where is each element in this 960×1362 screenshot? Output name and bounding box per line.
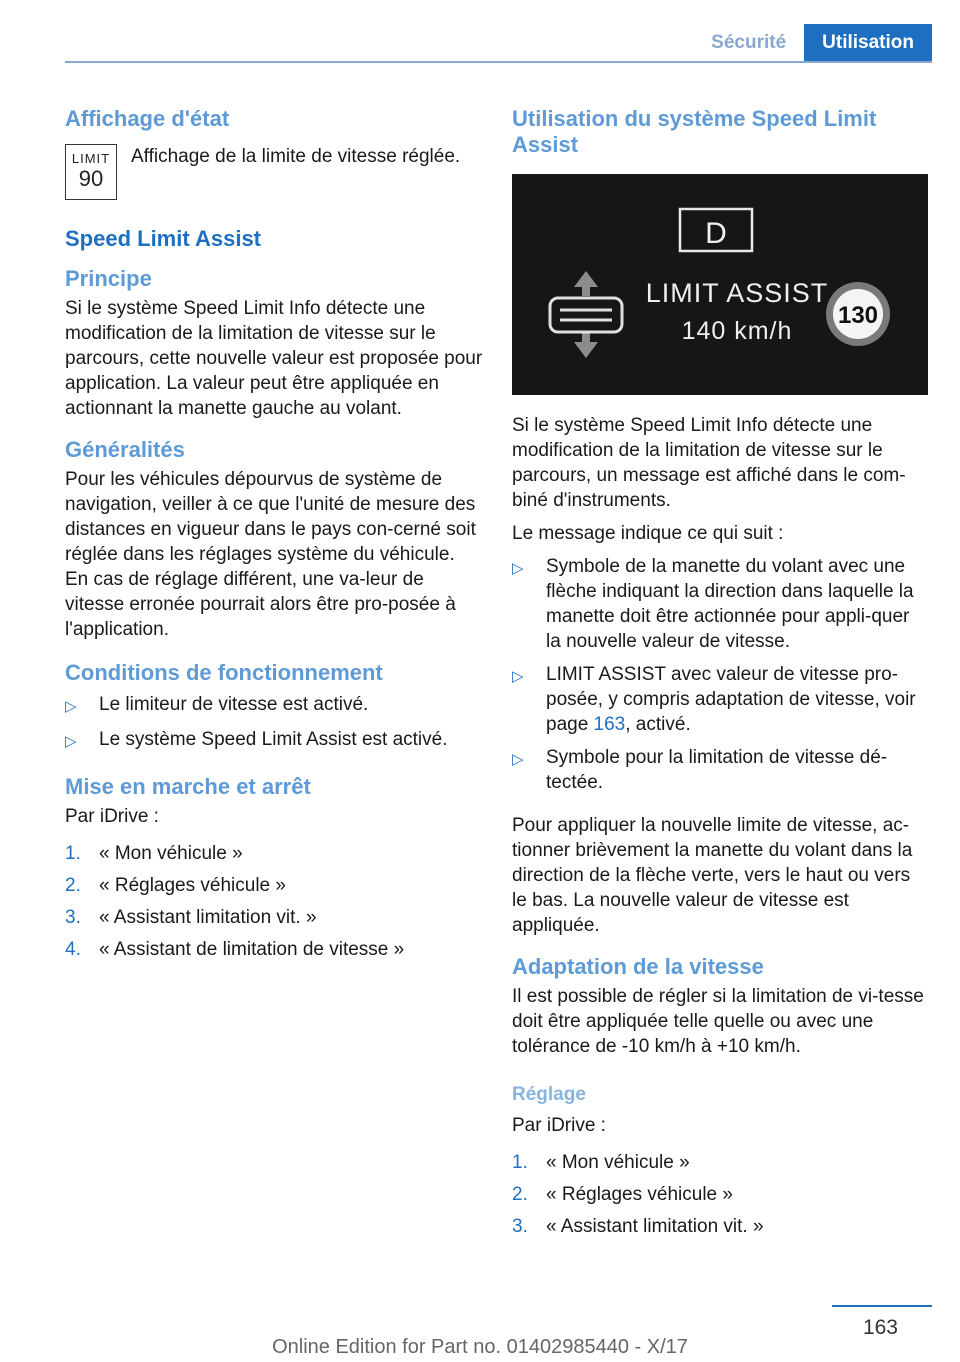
list-item	[512, 662, 928, 737]
marche-steps	[65, 841, 483, 962]
step-number: 2.	[65, 875, 81, 896]
step-number: 3.	[512, 1216, 528, 1237]
list-item	[65, 905, 483, 930]
step-text: « Réglages véhicule »	[99, 875, 286, 896]
list-item-text: Symbole de la manette du volant avec une flèche indiquant la direction dans laquelle la manette doit être actionnée pour appli-quer la nouvelle valeur de vitesse.	[546, 556, 914, 652]
status-heading: Affichage d'état	[65, 106, 230, 131]
intro-text: Si le système Speed Limit Info détecte une modification de la limitation de vitesse sur le parcours, un message est affiché dans le com-biné d'instruments.	[512, 415, 906, 511]
list-item	[512, 1214, 928, 1239]
instrument-display-image	[512, 174, 928, 395]
triangle-bullet-icon: ▷	[65, 733, 77, 750]
gear-text: D	[705, 217, 727, 250]
speed-limit-icon	[65, 144, 117, 200]
step-number: 4.	[65, 939, 81, 960]
speed-limit-assist-heading: Speed Limit Assist	[65, 226, 262, 251]
conditions-list	[65, 692, 483, 754]
page-number: 163	[862, 1316, 898, 1339]
marche-heading: Mise en marche et arrêt	[65, 774, 311, 799]
speed-sign-value: 130	[837, 302, 879, 329]
right-column	[512, 100, 928, 1239]
step-text: « Réglages véhicule »	[546, 1184, 733, 1205]
step-number: 1.	[512, 1152, 528, 1173]
generalites-heading: Généralités	[65, 437, 185, 462]
list-item	[65, 841, 483, 866]
adaptation-heading: Adaptation de la vitesse	[512, 954, 764, 979]
list-item-text: Le limiteur de vitesse est activé.	[99, 694, 369, 715]
list-item	[65, 873, 483, 898]
step-text: « Mon véhicule »	[546, 1152, 690, 1173]
list-item	[512, 745, 928, 795]
step-text: « Assistant limitation vit. »	[546, 1216, 764, 1237]
step-number: 1.	[65, 843, 81, 864]
list-item	[512, 554, 928, 654]
status-row	[65, 144, 483, 200]
step-text: « Assistant limitation vit. »	[99, 907, 317, 928]
left-column	[65, 100, 483, 962]
triangle-bullet-icon: ▷	[512, 751, 524, 768]
triangle-bullet-icon: ▷	[512, 560, 524, 577]
principe-heading: Principe	[65, 266, 152, 291]
item-text-after: , activé.	[625, 714, 691, 735]
list-item	[65, 692, 483, 719]
step-text: « Assistant de limitation de vitesse »	[99, 939, 405, 960]
limit-assist-display	[512, 174, 928, 395]
principe-text: Si le système Speed Limit Info détecte une modification de la limitation de vitesse sur le parcours, cette nouvelle valeur est proposée pour application. La valeur peut être appliquée en actionnant la manette gauche au volant.	[65, 298, 483, 419]
list-item-text	[546, 662, 928, 737]
list-item	[65, 727, 483, 754]
list-item-text: Symbole pour la limitation de vitesse dé-tectée.	[546, 747, 888, 793]
step-text: « Mon véhicule »	[99, 843, 243, 864]
header-divider	[65, 61, 932, 63]
tab-securite[interactable]: Sécurité	[693, 24, 804, 62]
section-tabs	[693, 24, 932, 62]
list-item	[512, 1182, 928, 1207]
utilisation-heading: Utilisation du système Speed Limit Assist	[512, 106, 877, 157]
list-item	[512, 1150, 928, 1175]
speed-sign-icon	[826, 282, 890, 346]
item-text-before: LIMIT ASSIST avec valeur de vitesse pro-posée, y compris adaptation de vitesse, voir page	[546, 664, 916, 735]
footer-divider	[832, 1305, 932, 1307]
reglage-steps	[512, 1150, 928, 1239]
tab-utilisation[interactable]: Utilisation	[804, 24, 932, 62]
limit-assist-title: LIMIT ASSIST	[645, 278, 829, 308]
edition-footer: Online Edition for Part no. 01402985440 - X/17	[272, 1336, 688, 1358]
generalites-text: Pour les véhicules dépourvus de système de navigation, veiller à ce que l'unité de mesure des distances en vigueur dans le pays con-cerné soit réglée dans les réglages système du véhicule. En cas de réglage différent, une va-leur de vitesse erronée pourrait alors être pro-posée à l'application.	[65, 469, 476, 640]
limit-assist-speed: 140 km/h	[681, 317, 793, 345]
page-link[interactable]: 163	[593, 714, 626, 735]
adaptation-text: Il est possible de régler si la limitation de vi-tesse doit être appliquée telle quelle ou avec une tolérance de -10 km/h à +10 km/h.	[512, 986, 924, 1057]
status-description: Affichage de la limite de vitesse réglée.	[131, 146, 461, 167]
conditions-heading: Conditions de fonctionnement	[65, 660, 383, 685]
triangle-bullet-icon: ▷	[512, 668, 524, 685]
message-list	[512, 554, 928, 795]
marche-intro: Par iDrive :	[65, 806, 159, 827]
reglage-intro: Par iDrive :	[512, 1115, 606, 1136]
step-number: 2.	[512, 1184, 528, 1205]
limit-icon-label: LIMIT	[71, 151, 111, 166]
limit-icon-value: 90	[78, 166, 104, 191]
apply-text: Pour appliquer la nouvelle limite de vitesse, ac-tionner brièvement la manette du volant dans la direction de la flèche verte, vers le haut ou vers le bas. La nouvelle valeur de vitesse est appliquée.	[512, 815, 913, 936]
reglage-heading: Réglage	[512, 1084, 586, 1105]
step-number: 3.	[65, 907, 81, 928]
list-item-text: Le système Speed Limit Assist est activé.	[99, 729, 448, 750]
list-item	[65, 937, 483, 962]
message-intro: Le message indique ce qui suit :	[512, 523, 784, 544]
triangle-bullet-icon: ▷	[65, 698, 77, 715]
